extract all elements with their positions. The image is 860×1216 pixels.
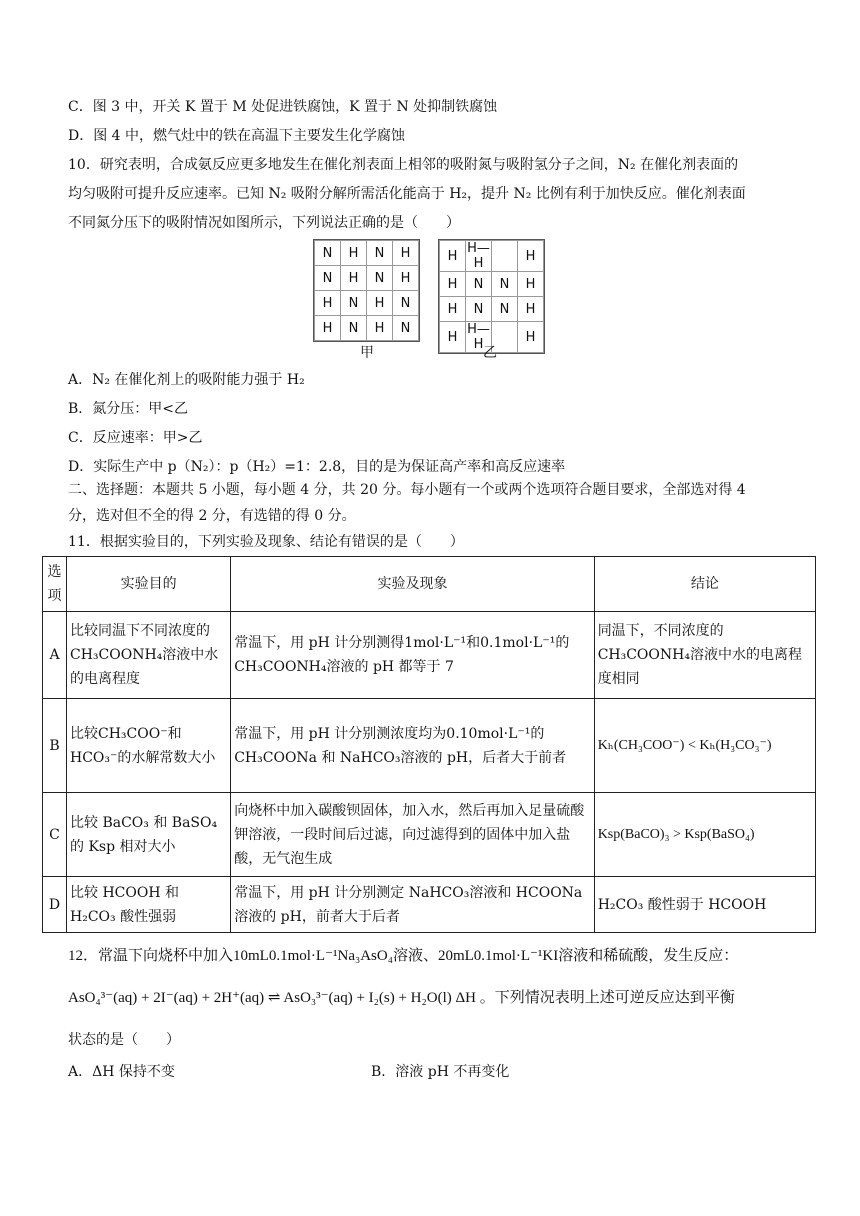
question-10-option-d: D．实际生产中 p（N₂）：p（H₂）=1：2.8，目的是为保证高产率和高反应速率 <box>68 459 566 475</box>
figure-jia-cell: N <box>341 316 367 341</box>
figure-jia-cell: H <box>367 316 393 341</box>
row-conclusion: 同温下，不同浓度的 CH₃COONH₄溶液中水的电离程度相同 <box>594 612 815 699</box>
figure-yi-cell: H <box>518 322 544 353</box>
table-row <box>43 612 816 699</box>
row-purpose: 比较 BaCO₃ 和 BaSO₄ 的 Ksp 相对大小 <box>67 793 231 877</box>
option-d-q9: D．图 4 中，燃气灶中的铁在高温下主要发生化学腐蚀 <box>68 128 406 144</box>
figure-jia-row <box>315 266 419 291</box>
figure-yi-cell: H <box>440 297 466 322</box>
figure-yi-cell: H <box>440 272 466 297</box>
figure-jia-cell: H <box>393 266 419 291</box>
row-option: D <box>43 877 67 933</box>
figure-jia <box>313 239 420 342</box>
figure-jia-row <box>315 241 419 266</box>
figure-yi-cell: N <box>466 297 492 322</box>
question-10-line3: 不同氮分压下的吸附情况如图所示，下列说法正确的是（ ） <box>68 215 460 231</box>
figure-yi-row <box>440 297 544 322</box>
row-purpose: 比较CH₃COO⁻和 HCO₃⁻的水解常数大小 <box>67 699 231 793</box>
row-experiment: 常温下，用 pH 计分别测浓度均为0.10mol·L⁻¹的CH₃COONa 和 NaHCO₃溶液的 pH，后者大于前者 <box>231 699 594 793</box>
figure-jia-cell: H <box>393 241 419 266</box>
table-row <box>43 877 816 933</box>
header-conclusion: 结论 <box>594 557 815 612</box>
section-2-header-line2: 分，选对但不全的得 2 分，有选错的得 0 分。 <box>68 508 356 524</box>
figure-yi-cell: H <box>440 322 466 353</box>
row-experiment: 常温下，用 pH 计分别测定 NaHCO₃溶液和 HCOONa 溶液的 pH，前者大于后者 <box>231 877 594 933</box>
figure-jia-cell: H <box>315 291 341 316</box>
figure-yi <box>438 239 545 354</box>
question-12-option-b: B．溶液 pH 不再变化 <box>371 1064 510 1080</box>
row-conclusion: Ksp(BaCO)₃ > Ksp(BaSO₄) <box>594 793 815 877</box>
figure-yi-cell: N <box>492 297 518 322</box>
question-11: 11．根据实验目的，下列实验及现象、结论有错误的是（ ） <box>68 534 464 550</box>
figure-yi-row <box>440 272 544 297</box>
figure-yi-cell: H <box>518 272 544 297</box>
figure-jia-cell: N <box>315 266 341 291</box>
row-experiment: 常温下，用 pH 计分别测得1mol·L⁻¹和0.1mol·L⁻¹的CH₃COONH₄溶液的 pH 都等于 7 <box>231 612 594 699</box>
figure-jia-cell: N <box>367 266 393 291</box>
figure-jia-row <box>315 316 419 341</box>
figure-yi-cell: H <box>518 241 544 272</box>
row-experiment: 向烧杯中加入碳酸钡固体，加入水，然后再加入足量硫酸钾溶液，一段时间后过滤，向过滤得到的固体中加入盐酸，无气泡生成 <box>231 793 594 877</box>
question-10-option-b: B．氮分压：甲<乙 <box>68 401 189 417</box>
table-row <box>43 699 816 793</box>
figure-jia-cell: H <box>341 266 367 291</box>
row-conclusion: Kₕ(CH₃COO⁻) < Kₕ(H₃CO₃⁻) <box>594 699 815 793</box>
question-10-option-c: C．反应速率：甲>乙 <box>68 430 203 446</box>
header-option: 选项 <box>43 557 67 612</box>
figure-jia-cell: N <box>393 316 419 341</box>
figure-jia-cell: H <box>315 316 341 341</box>
figure-jia-row <box>315 291 419 316</box>
row-purpose: 比较同温下不同浓度的CH₃COONH₄溶液中水的电离程度 <box>67 612 231 699</box>
experiment-table <box>42 556 816 933</box>
row-option: A <box>43 612 67 699</box>
figure-jia-cell: H <box>341 241 367 266</box>
figure-yi-cell: H—H <box>467 241 490 271</box>
figure-yi-cell: H—H <box>467 322 490 352</box>
table-header-row <box>43 557 816 612</box>
figure-jia-cell: N <box>315 241 341 266</box>
row-option: C <box>43 793 67 877</box>
row-purpose: 比较 HCOOH 和 H₂CO₃ 酸性强弱 <box>67 877 231 933</box>
question-10-option-a: A．N₂ 在催化剂上的吸附能力强于 H₂ <box>68 372 305 388</box>
figure-yi-row <box>440 241 544 272</box>
figure-yi-cell <box>492 241 518 272</box>
question-10-line1: 10．研究表明，合成氨反应更多地发生在催化剂表面上相邻的吸附氮与吸附氢分子之间，N₂ 在催化剂表面的 <box>68 157 739 173</box>
table-row <box>43 793 816 877</box>
row-conclusion: H₂CO₃ 酸性弱于 HCOOH <box>594 877 815 933</box>
header-experiment: 实验及现象 <box>231 557 594 612</box>
question-10-line2: 均匀吸附可提升反应速率。已知 N₂ 吸附分解所需活化能高于 H₂，提升 N₂ 比例有利于加快反应。催化剂表面 <box>68 186 746 202</box>
figure-yi-cell: N <box>492 272 518 297</box>
figure-yi-cell: H <box>518 297 544 322</box>
figure-jia-cell: N <box>393 291 419 316</box>
figure-yi-cell: H <box>440 241 466 272</box>
question-12-equation: AsO₄³⁻(aq) + 2I⁻(aq) + 2H⁺(aq) ⇌ AsO₃³⁻(aq) + I₂(s) + H₂O(l) ΔH 。下列情况表明上述可逆反应达到平衡 <box>68 990 735 1006</box>
figure-yi-cell: N <box>466 272 492 297</box>
figure-jia-cell: H <box>367 291 393 316</box>
question-12-option-a: A．ΔH 保持不变 <box>68 1064 175 1080</box>
header-purpose: 实验目的 <box>67 557 231 612</box>
question-12-line1: 12．常温下向烧杯中加入10mL0.1mol·L⁻¹Na₃AsO₄溶液、20mL0.1mol·L⁻¹KI溶液和稀硫酸，发生反应： <box>68 948 739 964</box>
row-option: B <box>43 699 67 793</box>
figure-yi-label: 乙 <box>483 345 497 361</box>
figure-jia-cell: N <box>341 291 367 316</box>
question-12-line3: 状态的是（ ） <box>68 1032 180 1048</box>
section-2-header-line1: 二、选择题：本题共 5 小题，每小题 4 分，共 20 分。每小题有一个或两个选项符合题目要求，全部选对得 4 <box>68 482 746 498</box>
figure-jia-label: 甲 <box>360 345 374 361</box>
figure-jia-cell: N <box>367 241 393 266</box>
option-c-q9: C．图 3 中，开关 K 置于 M 处促进铁腐蚀，K 置于 N 处抑制铁腐蚀 <box>68 99 498 115</box>
